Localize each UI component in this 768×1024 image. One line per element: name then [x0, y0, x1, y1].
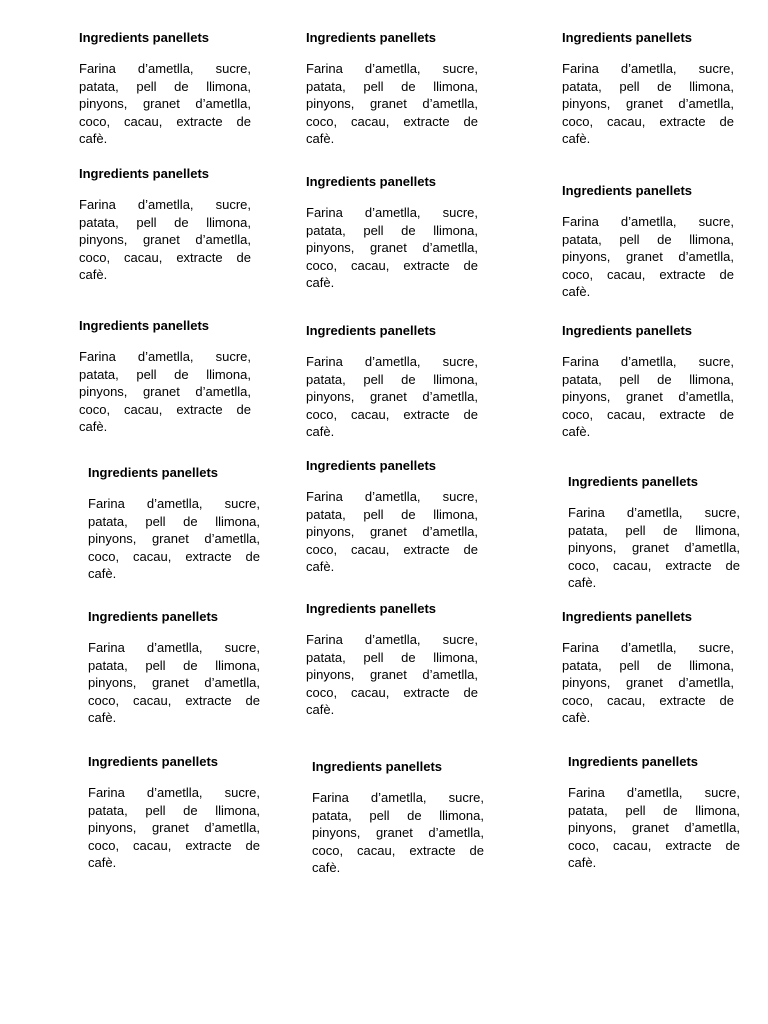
label-title: Ingredients panellets	[306, 174, 437, 189]
label-text: Farina d’ametlla, sucre, patata, pell de llimona, pinyons, granet d’ametlla, coco, cacau, extracte de cafè.	[88, 640, 260, 726]
label-text: Farina d’ametlla, sucre, patata, pell de llimona, pinyons, granet d’ametlla, coco, cacau, extracte de cafè.	[88, 496, 260, 582]
label-text: Farina d’ametlla, sucre, patata, pell de llimona, pinyons, granet d’ametlla, coco, cacau, extracte de cafè.	[306, 632, 478, 718]
label-title: Ingredients panellets	[88, 754, 219, 769]
label-text: Farina d’ametlla, sucre, patata, pell de llimona, pinyons, granet d’ametlla, coco, cacau, extracte de cafè.	[312, 790, 484, 876]
ingredient-label	[568, 474, 740, 592]
label-title: Ingredients panellets	[79, 30, 210, 45]
label-text: Farina d’ametlla, sucre, patata, pell de llimona, pinyons, granet d’ametlla, coco, cacau, extracte de cafè.	[562, 640, 734, 726]
label-title: Ingredients panellets	[306, 601, 437, 616]
label-text: Farina d’ametlla, sucre, patata, pell de llimona, pinyons, granet d’ametlla, coco, cacau, extracte de cafè.	[306, 61, 478, 147]
label-title: Ingredients panellets	[562, 609, 693, 624]
label-text: Farina d’ametlla, sucre, patata, pell de llimona, pinyons, granet d’ametlla, coco, cacau, extracte de cafè.	[568, 785, 740, 871]
label-title: Ingredients panellets	[312, 759, 443, 774]
ingredient-label	[568, 754, 740, 872]
label-text: Farina d’ametlla, sucre, patata, pell de llimona, pinyons, granet d’ametlla, coco, cacau, extracte de cafè.	[79, 197, 251, 283]
ingredient-label	[88, 465, 260, 583]
label-text: Farina d’ametlla, sucre, patata, pell de llimona, pinyons, granet d’ametlla, coco, cacau, extracte de cafè.	[562, 61, 734, 147]
ingredient-label	[88, 609, 260, 727]
label-title: Ingredients panellets	[88, 609, 219, 624]
label-title: Ingredients panellets	[568, 754, 699, 769]
label-title: Ingredients panellets	[562, 323, 693, 338]
label-text: Farina d’ametlla, sucre, patata, pell de llimona, pinyons, granet d’ametlla, coco, cacau, extracte de cafè.	[88, 785, 260, 871]
label-text: Farina d’ametlla, sucre, patata, pell de llimona, pinyons, granet d’ametlla, coco, cacau, extracte de cafè.	[306, 489, 478, 575]
label-title: Ingredients panellets	[306, 323, 437, 338]
label-title: Ingredients panellets	[79, 318, 210, 333]
label-title: Ingredients panellets	[306, 30, 437, 45]
ingredient-label	[306, 30, 478, 148]
label-title: Ingredients panellets	[79, 166, 210, 181]
ingredient-label	[562, 30, 734, 148]
label-title: Ingredients panellets	[568, 474, 699, 489]
label-title: Ingredients panellets	[562, 183, 693, 198]
ingredient-label	[79, 166, 251, 284]
label-text: Farina d’ametlla, sucre, patata, pell de llimona, pinyons, granet d’ametlla, coco, cacau, extracte de cafè.	[306, 354, 478, 440]
label-text: Farina d’ametlla, sucre, patata, pell de llimona, pinyons, granet d’ametlla, coco, cacau, extracte de cafè.	[79, 61, 251, 147]
ingredient-label	[562, 609, 734, 727]
ingredient-label	[312, 759, 484, 877]
label-text: Farina d’ametlla, sucre, patata, pell de llimona, pinyons, granet d’ametlla, coco, cacau, extracte de cafè.	[562, 354, 734, 440]
ingredient-label	[79, 30, 251, 148]
label-title: Ingredients panellets	[306, 458, 437, 473]
ingredient-label	[306, 323, 478, 441]
ingredient-label	[306, 601, 478, 719]
label-title: Ingredients panellets	[88, 465, 219, 480]
label-text: Farina d’ametlla, sucre, patata, pell de llimona, pinyons, granet d’ametlla, coco, cacau, extracte de cafè.	[562, 214, 734, 300]
label-text: Farina d’ametlla, sucre, patata, pell de llimona, pinyons, granet d’ametlla, coco, cacau, extracte de cafè.	[79, 349, 251, 435]
ingredient-label	[562, 183, 734, 301]
label-title: Ingredients panellets	[562, 30, 693, 45]
ingredient-label	[562, 323, 734, 441]
label-text: Farina d’ametlla, sucre, patata, pell de llimona, pinyons, granet d’ametlla, coco, cacau, extracte de cafè.	[568, 505, 740, 591]
ingredient-label	[306, 174, 478, 292]
ingredient-label	[88, 754, 260, 872]
ingredient-label	[306, 458, 478, 576]
ingredient-label	[79, 318, 251, 436]
label-text: Farina d’ametlla, sucre, patata, pell de llimona, pinyons, granet d’ametlla, coco, cacau, extracte de cafè.	[306, 205, 478, 291]
